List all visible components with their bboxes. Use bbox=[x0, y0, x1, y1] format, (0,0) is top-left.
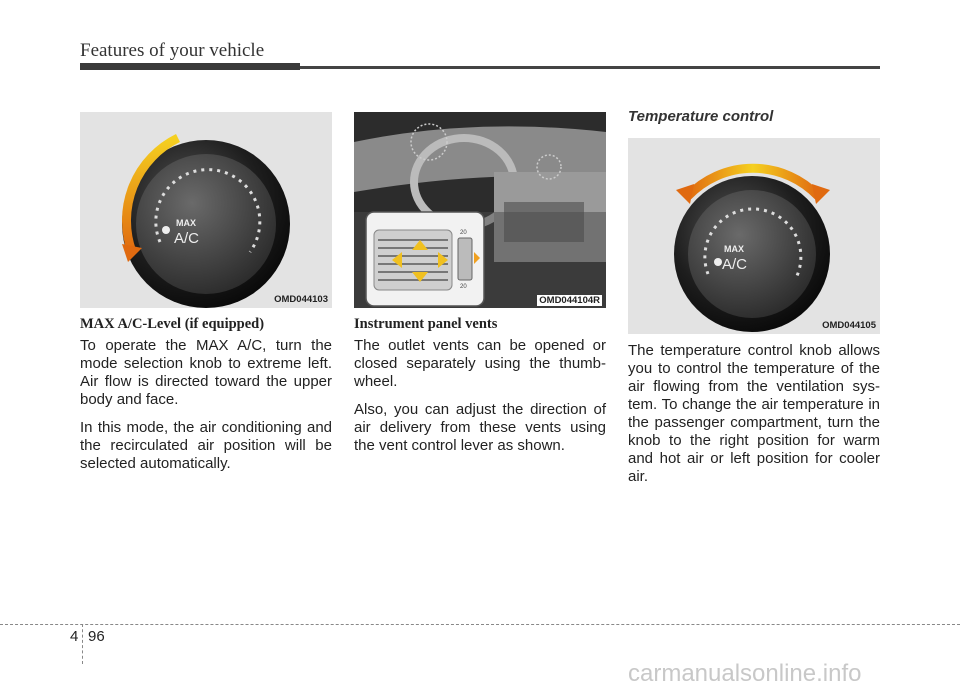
page-number: 96 bbox=[88, 628, 105, 645]
section-heading: Instrument panel vents bbox=[354, 316, 498, 332]
paragraph: The outlet vents can be opened or closed separately using the thumb-wheel. bbox=[354, 337, 606, 390]
paragraph: To operate the MAX A/C, turn the mode selection knob to extreme left. Air flow is directed toward the upper body and face. bbox=[80, 337, 332, 408]
knob-max-label: MAX bbox=[724, 244, 744, 254]
figure-code: OMD044105 bbox=[822, 320, 876, 331]
section-heading: MAX A/C-Level (if equipped) bbox=[80, 316, 265, 332]
knob-ac-label: A/C bbox=[174, 230, 200, 247]
section-number: 4 bbox=[70, 628, 79, 645]
temperature-knob-illustration bbox=[628, 138, 880, 334]
thumbwheel-label-top: 20 bbox=[460, 230, 467, 236]
paragraph: Also, you can adjust the direction of air delivery from these vents using the vent control lever as shown. bbox=[354, 401, 606, 454]
thumbwheel-label-bottom: 20 bbox=[460, 284, 467, 290]
footer-rule bbox=[0, 624, 960, 625]
knob-ac-label: A/C bbox=[722, 256, 748, 273]
left-arrow-icon bbox=[676, 184, 694, 204]
max-ac-section bbox=[80, 316, 332, 483]
knob-max-label: MAX bbox=[176, 218, 196, 228]
page-header-title: Features of your vehicle bbox=[80, 40, 265, 61]
right-arrow-icon bbox=[812, 184, 830, 204]
instrument-panel-vents-figure bbox=[354, 112, 606, 308]
max-ac-knob-illustration bbox=[80, 112, 332, 308]
temperature-control-heading: Temperature control bbox=[628, 108, 774, 125]
paragraph: The temperature control knob allows you to control the temperature of the air flowing from the ventilation sys-tem. To change the air temperature in the passenger compartment, turn the knob to the right position for warm and hot air or left position for cooler air. bbox=[628, 342, 880, 485]
temperature-knob-figure bbox=[628, 138, 880, 334]
header-accent-bar bbox=[80, 63, 300, 70]
paragraph: In this mode, the air conditioning and the recirculated air position will be selected automatically. bbox=[80, 419, 332, 472]
instrument-panel-vents-section bbox=[354, 316, 606, 465]
figure-code: OMD044103 bbox=[274, 294, 328, 305]
temperature-control-section bbox=[628, 342, 880, 496]
footer-divider bbox=[82, 624, 83, 664]
dashboard-vent-illustration bbox=[354, 112, 606, 308]
watermark: carmanualsonline.info bbox=[628, 660, 862, 687]
max-ac-knob-figure bbox=[80, 112, 332, 308]
figure-code: OMD044104R bbox=[539, 295, 600, 306]
